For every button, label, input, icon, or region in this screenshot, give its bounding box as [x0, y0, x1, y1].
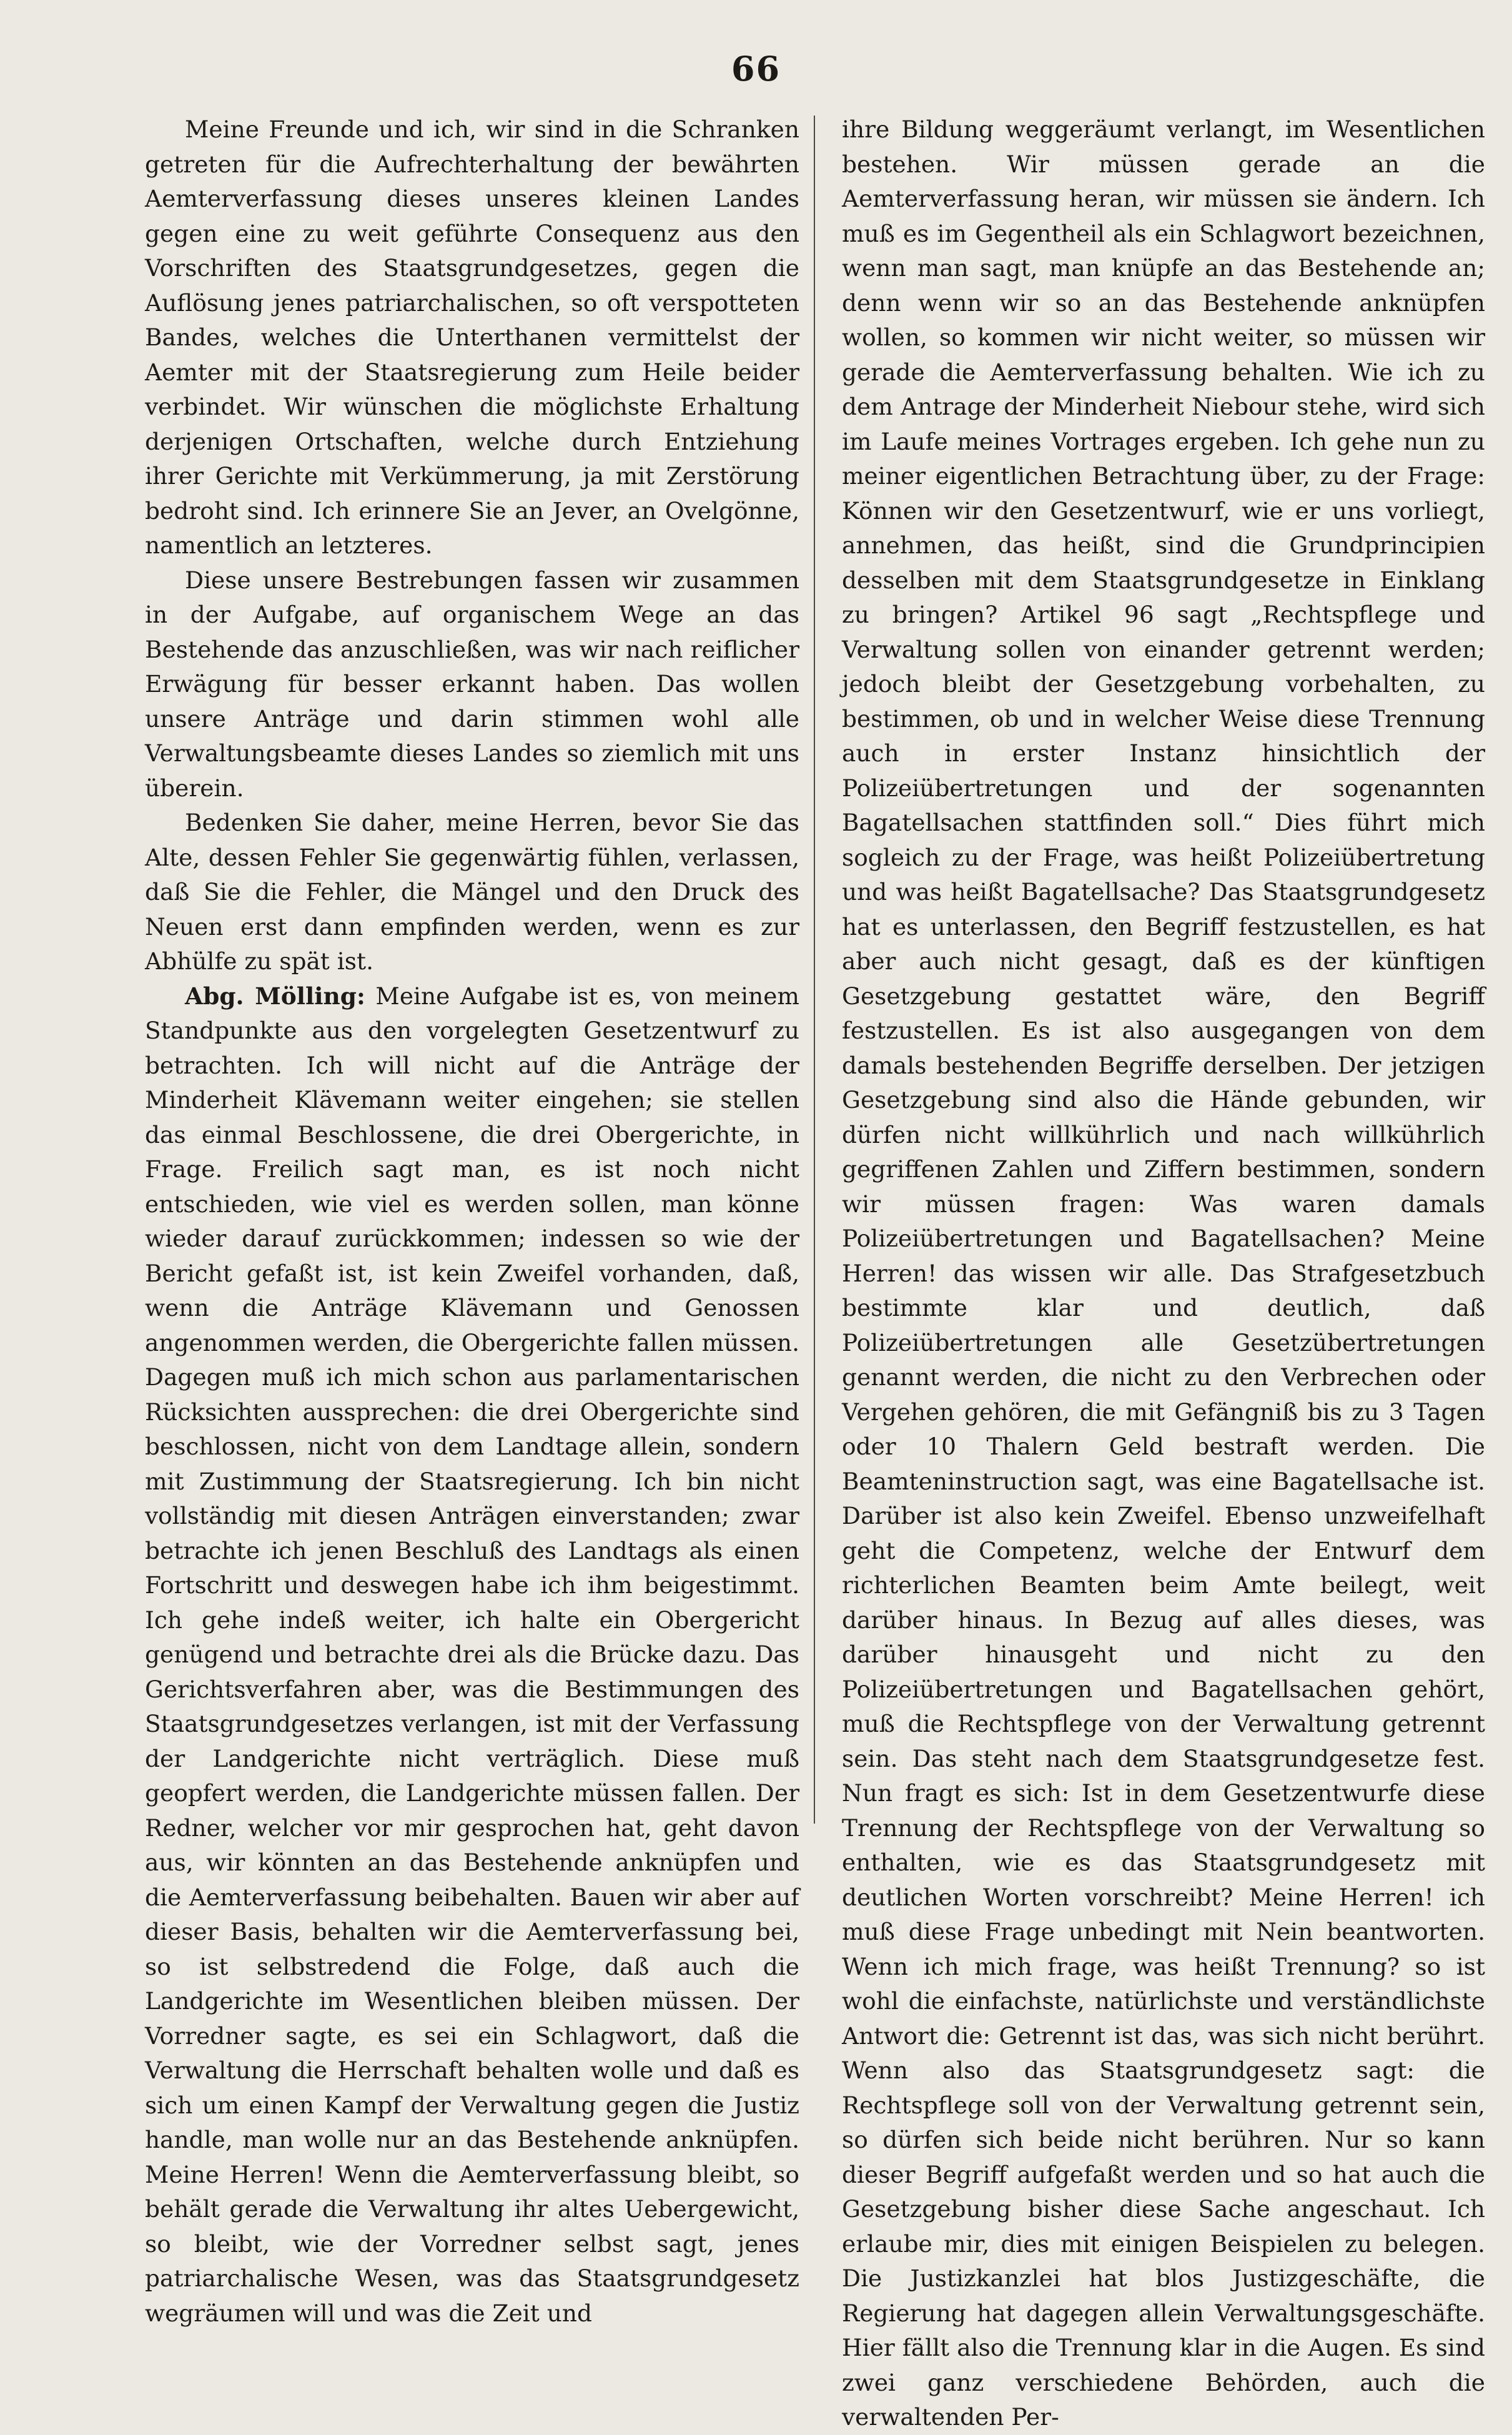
speech-text: Meine Aufgabe ist es, von meinem Standpunkte aus den vorgelegten Gesetzentwurf zu betrachten. Ich will nicht auf die Anträge der Minderheit Klävemann weiter eingehen; sie stellen das einmal Beschlossene, die drei Obergerichte, in Frage. Freilich sagt man, es ist noch nicht entschieden, wie viel es werden sollen, man könne wieder darauf zurückkommen; indessen so wie der Bericht gefaßt ist, ist kein Zweifel vorhanden, daß, wenn die Anträge Klävemann und Genossen angenommen werden, die Obergerichte fallen müssen. Dagegen muß ich mich schon aus parlamentarischen Rücksichten aussprechen: die drei Obergerichte sind beschlossen, nicht von dem Landtage allein, sondern mit Zustimmung der Staatsregierung. Ich bin nicht vollständig mit diesen Anträgen einverstanden; zwar betrachte ich jenen Beschluß des Landtags als einen Fortschritt und deswegen habe ich ihm beigestimmt. Ich gehe indeß weiter, ich halte ein Obergericht genügend und betrachte drei als die Brücke dazu. Das Gerichtsverfahren aber, was die Bestimmungen des Staatsgrundgesetzes verlangen, ist mit der Verfassung der Landgerichte nicht verträglich. Diese muß geopfert werden, die Landgerichte müssen fallen. Der Redner, welcher vor mir gesprochen hat, geht davon aus, wir könnten an das Bestehende anknüpfen und die Aemterverfassung beibehalten. Bauen wir aber auf dieser Basis, behalten wir die Aemterverfassung bei, so ist selbstredend die Folge, daß auch die Landgerichte im Wesentlichen bleiben müssen. Der Vorredner sagte, es sei ein Schlagwort, daß die Verwaltung die Herrschaft behalten wolle und daß es sich um einen Kampf der Verwaltung gegen die Justiz handle, man wolle nur an das Bestehende anknüpfen. Meine Herren! Wenn die Aemterverfassung bleibt, so behält gerade die Verwaltung ihr altes Uebergewicht, so bleibt, wie der Vorredner selbst sagt, jenes patriarchalische Wesen, was das Staatsgrundgesetz wegräumen will und was die Zeit und — [145, 982, 799, 2327]
speaker-name: Abg. Mölling: — [185, 982, 365, 1010]
paragraph: Meine Freunde und ich, wir sind in die Schranken getreten für die Aufrechterhaltung der bewährten Aemterverfassung dieses unseres kleinen Landes gegen eine zu weit geführte Consequenz aus den Vorschriften des Staatsgrundgesetzes, gegen die Auflösung jenes patriarchalischen, so oft verspotteten Bandes, welches die Unterthanen vermittelst der Aemter mit der Staatsregierung zum Heile beider verbindet. Wir wünschen die möglichste Erhaltung derjenigen Ortschaften, welche durch Entziehung ihrer Gerichte mit Verkümmerung, ja mit Zerstörung bedroht sind. Ich erinnere Sie an Jever, an Ovelgönne, namentlich an letzteres. — [145, 116, 799, 559]
paragraph: Diese unsere Bestrebungen fassen wir zusammen in der Aufgabe, auf organischem Wege an das Bestehende das anzuschließen, was wir nach reiflicher Erwägung für besser erkannt haben. Das wollen unsere Anträge und darin stimmen wohl alle Verwaltungsbeamte dieses Landes so ziemlich mit uns überein. — [145, 566, 799, 802]
right-column — [842, 112, 1485, 2435]
paragraph: Bedenken Sie daher, meine Herren, bevor Sie das Alte, dessen Fehler Sie gegenwärtig fühlen, verlassen, daß Sie die Fehler, die Mängel und den Druck des Neuen erst dann empfinden werden, wenn es zur Abhülfe zu spät ist. — [145, 809, 799, 975]
paragraph: ihre Bildung weggeräumt verlangt, im Wesentlichen bestehen. Wir müssen gerade an die Aemterverfassung heran, wir müssen sie ändern. Ich muß es im Gegentheil als ein Schlagwort bezeichnen, wenn man sagt, man knüpfe an das Bestehende an; denn wenn wir so an das Bestehende anknüpfen wollen, so kommen wir nicht weiter, so müssen wir gerade die Aemterverfassung behalten. Wie ich zu dem Antrage der Minderheit Niebour stehe, wird sich im Laufe meines Vortrages ergeben. Ich gehe nun zu meiner eigentlichen Betrachtung über, zu der Frage: Können wir den Gesetzentwurf, wie er uns vorliegt, annehmen, das heißt, sind die Grundprincipien desselben mit dem Staatsgrundgesetze in Einklang zu bringen? Artikel 96 sagt „Rechtspflege und Verwaltung sollen von einander getrennt werden; jedoch bleibt der Gesetzgebung vorbehalten, zu bestimmen, ob und in welcher Weise diese Trennung auch in erster Instanz hinsichtlich der Polizeiübertretungen und der sogenannten Bagatellsachen stattfinden soll.“ Dies führt mich sogleich zu der Frage, was heißt Polizeiübertretung und was heißt Bagatellsache? Das Staatsgrundgesetz hat es unterlassen, den Begriff festzustellen, es hat aber auch nicht gesagt, daß es der künftigen Gesetzgebung gestattet wäre, den Begriff festzustellen. Es ist also ausgegangen von dem damals bestehenden Begriffe derselben. Der jetzigen Gesetzgebung sind also die Hände gebunden, wir dürfen nicht willkührlich und nach willkührlich gegriffenen Zahlen und Ziffern bestimmen, sondern wir müssen fragen: Was waren damals Polizeiübertretungen und Bagatellsachen? Meine Herren! das wissen wir alle. Das Strafgesetzbuch bestimmte klar und deutlich, daß Polizeiübertretungen alle Gesetzübertretungen genannt werden, die nicht zu den Verbrechen oder Vergehen gehören, die mit Gefängniß bis zu 3 Tagen oder 10 Thalern Geld bestraft werden. Die Beamteninstruction sagt, was eine Bagatellsache ist. Darüber ist also kein Zweifel. Ebenso unzweifelhaft geht die Competenz, welche der Entwurf dem richterlichen Beamten beim Amte beilegt, weit darüber hinaus. In Bezug auf alles dieses, was darüber hinausgeht und nicht zu den Polizeiübertretungen und Bagatellsachen gehört, muß die Rechtspflege von der Verwaltung getrennt sein. Das steht nach dem Staatsgrundgesetze fest. Nun fragt es sich: Ist in dem Gesetzentwurfe diese Trennung der Rechtspflege von der Verwaltung so enthalten, wie es das Staatsgrundgesetz mit deutlichen Worten vorschreibt? Meine Herren! ich muß diese Frage unbedingt mit Nein beantworten. Wenn ich mich frage, was heißt Trennung? so ist wohl die einfachste, natürlichste und verständlichste Antwort die: Getrennt ist das, was sich nicht berührt. Wenn also das Staatsgrundgesetz sagt: die Rechtspflege soll von der Verwaltung getrennt sein, so dürfen sich beide nicht berühren. Nur so kann dieser Begriff aufgefaßt werden und so hat auch die Gesetzgebung bisher diese Sache angeschaut. Ich erlaube mir, dies mit einigen Beispielen zu belegen. Die Justizkanzlei hat blos Justizgeschäfte, die Regierung hat dagegen allein Verwaltungsgeschäfte. Hier fällt also die Trennung klar in die Augen. Es sind zwei ganz verschiedene Behörden, auch die verwaltenden Per- — [842, 116, 1485, 2431]
left-column — [145, 112, 799, 2331]
page-number: 66 — [731, 49, 781, 89]
speech-paragraph — [145, 979, 799, 2331]
column-divider — [814, 116, 815, 1824]
